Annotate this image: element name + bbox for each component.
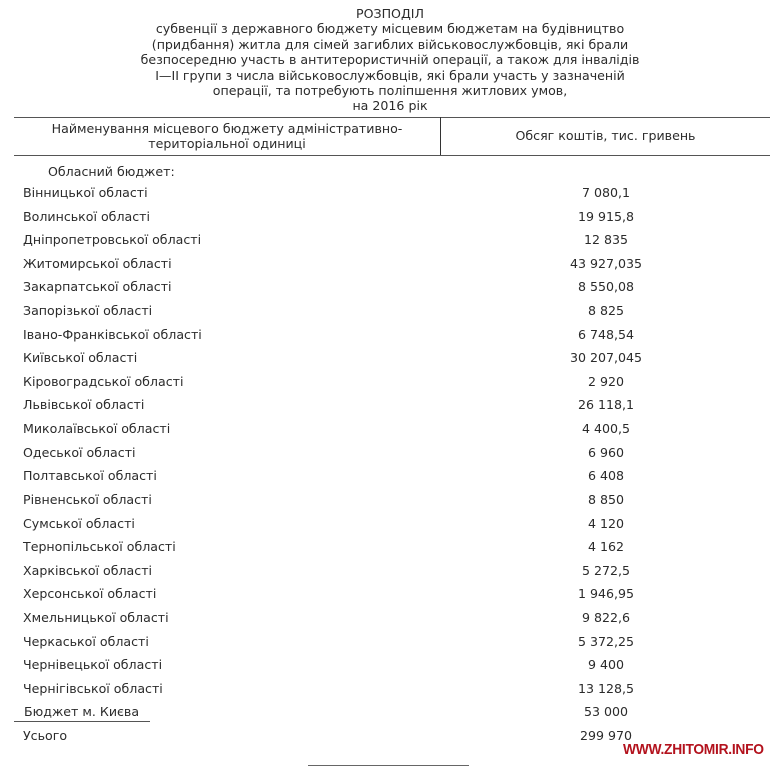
table-row [0, 514, 783, 538]
row-amount: 5 372,25 [577, 633, 635, 649]
column-header-name-line2: територіальної одиниці [148, 136, 306, 151]
column-header-name-line1: Найменування місцевого бюджету адміністративно- [51, 121, 403, 136]
table-row [0, 490, 783, 514]
table-row [0, 395, 783, 419]
table-row [0, 537, 783, 561]
row-name: Вінницької області [23, 185, 148, 200]
row-name: Сумської області [23, 515, 135, 531]
row-amount: 2 920 [587, 373, 625, 389]
title-year: на 2016 рік [352, 98, 428, 114]
row-name: Одеської області [23, 444, 136, 460]
row-amount: 7 080,1 [581, 185, 631, 200]
table-row [0, 655, 783, 679]
site-watermark: WWW.ZHITOMIR.INFO [623, 741, 764, 758]
row-amount: 9 822,6 [581, 609, 631, 625]
table-row [0, 679, 783, 703]
table-row [0, 443, 783, 467]
row-amount: 30 207,045 [569, 350, 643, 366]
row-amount: 53 000 [583, 704, 629, 720]
table-row [0, 301, 783, 325]
row-name: Херсонської області [23, 586, 157, 602]
title-line: I—II групи з числа військовослужбовців, які брали участь у зазначеній [155, 67, 625, 83]
total-amount: 299 970 [579, 728, 633, 744]
row-amount: 6 748,54 [577, 326, 635, 342]
section-label-oblast-budget: Обласний бюджет: [48, 164, 175, 179]
row-name: Львівської області [23, 397, 145, 413]
row-name: Харківської області [23, 562, 153, 578]
table-body [0, 183, 783, 750]
row-name: Чернівецької області [23, 657, 163, 673]
table-row [0, 183, 783, 207]
table-row [0, 466, 783, 490]
row-amount: 19 915,8 [577, 208, 635, 224]
total-label: Усього [23, 728, 68, 744]
row-name: Волинської області [23, 208, 150, 224]
table-row [0, 325, 783, 349]
table-row [0, 348, 783, 372]
title-line: субвенції з державного бюджету місцевим бюджетам на будівництво [155, 21, 625, 37]
table-row [0, 230, 783, 254]
row-amount: 6 960 [587, 444, 625, 460]
row-amount: 13 128,5 [577, 680, 635, 696]
document-title [100, 6, 680, 114]
table-row-kyiv-city [0, 702, 783, 726]
row-name: Рівненської області [23, 491, 152, 507]
row-amount: 4 162 [587, 539, 625, 555]
column-header-amount: Обсяг коштів, тис. гривень [515, 128, 696, 143]
table-row [0, 277, 783, 301]
document-end-rule [308, 765, 469, 766]
row-name: Миколаївської області [23, 421, 171, 437]
row-name: Кіровоградської області [23, 373, 184, 389]
row-name: Черкаської області [23, 633, 149, 649]
row-name: Чернігівської області [23, 680, 163, 696]
row-name: Житомирської області [23, 255, 172, 271]
table-top-border [14, 117, 770, 118]
row-name: Закарпатської області [23, 279, 172, 295]
row-amount: 43 927,035 [569, 255, 643, 271]
table-row [0, 632, 783, 656]
row-amount: 5 272,5 [581, 562, 631, 578]
row-amount: 8 850 [587, 491, 625, 507]
column-header-name [14, 121, 440, 151]
row-amount: 8 550,08 [577, 279, 635, 295]
title-line: операції, та потребують поліпшення житлових умов, [212, 83, 568, 99]
title-line: (придбання) житла для сімей загиблих військовослужбовців, які брали [151, 36, 629, 52]
title-line: безпосередню участь в антитерористичній операції, а також для інвалідів [140, 52, 640, 68]
row-name: Дніпропетровської області [23, 232, 202, 248]
table-row [0, 254, 783, 278]
row-name: Полтавської області [23, 468, 157, 484]
row-amount: 12 835 [583, 232, 629, 248]
row-name: Тернопільської області [23, 539, 176, 555]
row-name: Івано-Франківської області [23, 326, 202, 342]
table-row [0, 608, 783, 632]
row-amount: 1 946,95 [577, 586, 635, 602]
row-name: Бюджет м. Києва [24, 704, 140, 720]
row-name: Київської області [23, 350, 138, 366]
row-amount: 4 400,5 [581, 421, 631, 437]
table-header-bottom-border [14, 155, 770, 156]
table-row [0, 419, 783, 443]
title-heading: РОЗПОДІЛ [356, 6, 424, 21]
table-row [0, 584, 783, 608]
kyiv-row-underline [14, 721, 150, 722]
row-name: Запорізької області [23, 303, 153, 319]
table-row [0, 561, 783, 585]
table-row [0, 207, 783, 231]
row-amount: 9 400 [587, 657, 625, 673]
row-amount: 26 118,1 [577, 397, 635, 413]
row-amount: 6 408 [587, 468, 625, 484]
row-name: Хмельницької області [23, 609, 169, 625]
table-row [0, 372, 783, 396]
row-amount: 4 120 [587, 515, 625, 531]
row-amount: 8 825 [587, 303, 625, 319]
